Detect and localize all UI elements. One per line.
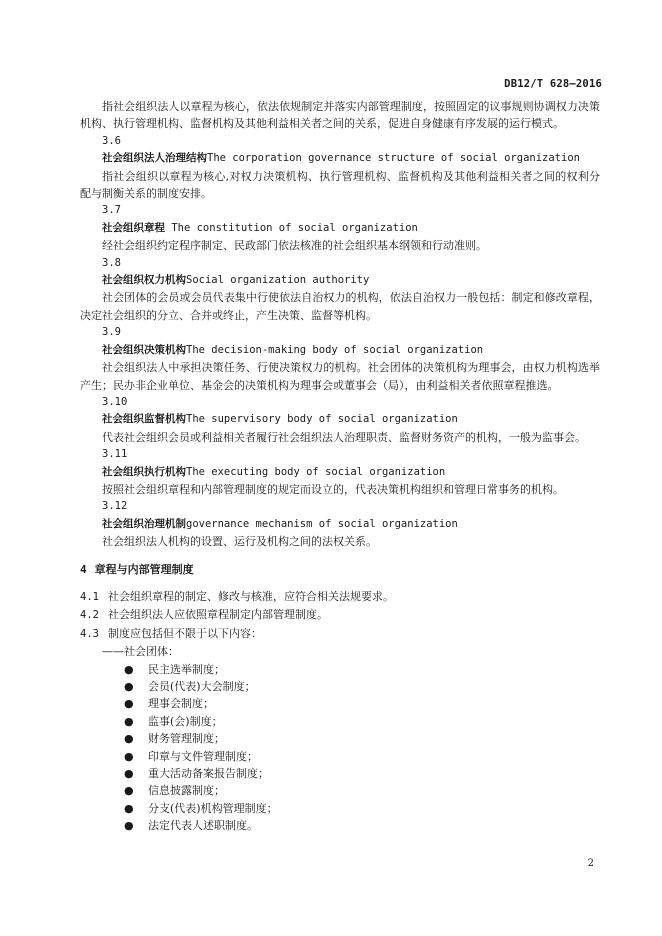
term-heading: [80, 272, 600, 289]
list-item-text: 重大活动备案报告制度；: [148, 767, 269, 781]
list-item: [124, 800, 600, 817]
term-number: 3.12: [102, 500, 128, 513]
term-english: The supervisory body of social organization: [186, 413, 458, 426]
term-chinese: 社会组织决策机构: [102, 343, 186, 356]
term-english: The executing body of social organization: [186, 465, 446, 478]
list-item: [124, 765, 600, 782]
term-heading: [80, 464, 600, 481]
list-item: [124, 748, 600, 765]
clause-number: 4.1: [80, 590, 99, 603]
section-heading: [80, 561, 600, 578]
clause: [80, 625, 600, 643]
term-number: 3.10: [102, 395, 128, 408]
section-title: 章程与内部管理制度: [94, 562, 194, 576]
clause-number: 4.2: [80, 609, 99, 622]
list-item: [124, 817, 600, 834]
bullet-dot-icon: ●: [124, 732, 134, 746]
list-item-text: 理事会制度；: [148, 697, 214, 711]
list-item-text: 法定代表人述职制度。: [148, 819, 258, 833]
bullet-dot-icon: ●: [124, 680, 134, 693]
term-number: 3.6: [102, 134, 121, 147]
list-item: [124, 678, 600, 695]
term-definition: 经社会组织约定程序制定、民政部门依法核准的社会组织基本纲领和行动准则。: [102, 239, 487, 253]
term-number: 3.11: [102, 448, 128, 461]
list-item: [124, 713, 600, 730]
list-item-text: 信息披露制度；: [148, 784, 225, 798]
term-chinese: 社会组织法人治理结构: [102, 152, 207, 165]
term-definition: 代表社会组织会员或利益相关者履行社会组织法人治理职责、监督财务资产的机构，一般为监事会。: [102, 430, 586, 444]
term-heading: [80, 220, 600, 237]
term-english: governance mechanism of social organization: [186, 517, 458, 530]
list-item-text: 分支(代表)机构管理制度；: [148, 801, 278, 815]
list-item: [124, 695, 600, 712]
section-number: 4: [80, 562, 87, 576]
term-chinese: 社会组织监督机构: [102, 413, 186, 426]
intro-paragraph: 指社会组织法人以章程为核心，依法依规制定并落实内部管理制度，按照固定的议事规则协调权力决策机构、执行管理机构、监督机构及其他利益相关者之间的关系，促进自身健康有序发展的运行模式。: [80, 100, 600, 131]
bullet-dot-icon: ●: [124, 784, 134, 798]
term-english: The decision-making body of social organization: [186, 343, 484, 356]
list-item: [124, 730, 600, 747]
term-chinese: 社会组织章程: [102, 221, 165, 234]
term-chinese: 社会组织执行机构: [102, 465, 186, 478]
term-number: 3.7: [102, 204, 121, 217]
clause-text: 制度应包括但不限于以下内容：: [108, 626, 262, 640]
bullet-dot-icon: ●: [124, 714, 134, 728]
term-heading: [80, 150, 600, 167]
bullet-dot-icon: ●: [124, 819, 134, 833]
bullet-dot-icon: ●: [124, 801, 134, 815]
term-english: The corporation governance structure of social organization: [207, 152, 580, 165]
term-definition: 按照社会组织章程和内部管理制度的规定而设立的，代表决策机构组织和管理日常事务的机构。: [102, 482, 564, 496]
clause: [80, 588, 600, 606]
term-english: The constitution of social organization: [165, 221, 418, 234]
clause: [80, 606, 600, 624]
list-item-text: 会员(代表)大会制度；: [148, 680, 256, 693]
page-number: 2: [587, 858, 594, 869]
term-chinese: 社会组织权力机构: [102, 274, 186, 287]
bullet-dot-icon: ●: [124, 749, 134, 763]
term-definition: 指社会组织以章程为核心,对权力决策机构、执行管理机构、监督机构及其他利益相关者之间的权利分配与制衡关系的制度安排。: [80, 169, 600, 201]
term-number: 3.9: [102, 326, 121, 339]
bullet-dot-icon: ●: [124, 767, 134, 781]
page-content: [80, 98, 600, 835]
list-item-text: 财务管理制度；: [148, 732, 225, 746]
bullet-dot-icon: ●: [124, 697, 134, 711]
term-heading: [80, 411, 600, 428]
term-heading: [80, 342, 600, 359]
clause-text: 社会组织法人应依照章程制定内部管理制度。: [108, 608, 328, 622]
clauses-list: [80, 588, 600, 643]
term-definition: 社会组织法人中承担决策任务、行使决策权力的机构。社会团体的决策机构为理事会，由权力机构选举产生；民办非企业单位、基金会的决策机构为理事会或董事会（局），由利益相关者依照章程推选。: [80, 361, 600, 392]
term-chinese: 社会组织治理机制: [102, 517, 186, 530]
term-english: Social organization authority: [186, 274, 370, 287]
dash-item: ——社会团体：: [102, 645, 179, 659]
list-item-text: 民主选举制度；: [148, 662, 225, 676]
term-definition: 社会团体的会员或会员代表集中行使依法自治权力的机构，依法自治权力一般包括：制定和修改章程，决定社会组织的分立、合并或终止，产生决策、监督等机构。: [80, 291, 600, 322]
clause-text: 社会组织章程的制定、修改与核准，应符合相关法规要求。: [108, 589, 394, 603]
document-code-header: DB12/T 628—2016: [504, 78, 602, 90]
terms-list: [80, 133, 600, 551]
list-item-text: 印章与文件管理制度；: [148, 749, 258, 763]
term-heading: [80, 516, 600, 533]
list-item: [124, 661, 600, 678]
list-item-text: 监事(会)制度；: [148, 714, 223, 728]
clause-number: 4.3: [80, 627, 99, 640]
bullet-list: [80, 661, 600, 835]
term-number: 3.8: [102, 256, 121, 269]
bullet-dot-icon: ●: [124, 662, 134, 676]
list-item: [124, 782, 600, 799]
term-definition: 社会组织法人机构的设置、运行及机构之间的法权关系。: [102, 535, 377, 549]
